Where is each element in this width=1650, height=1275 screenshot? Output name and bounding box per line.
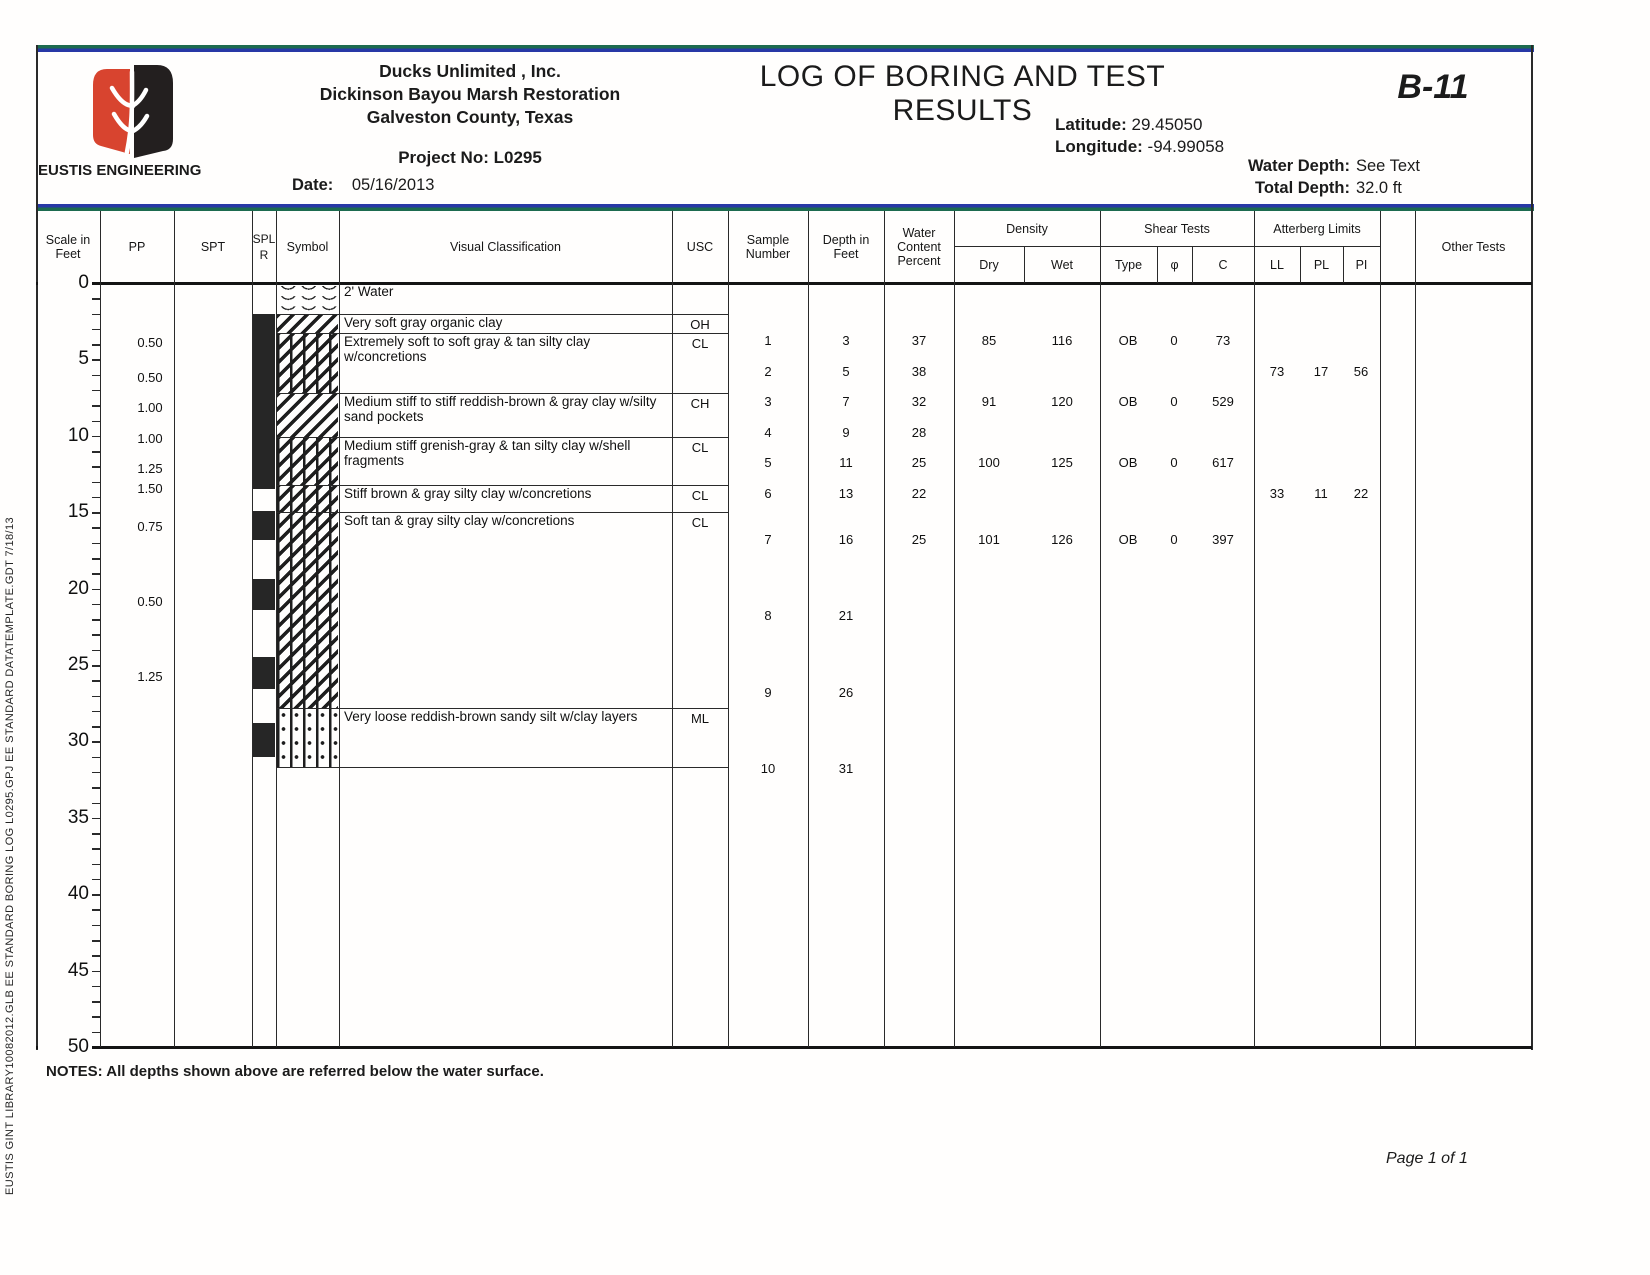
scale-minor-tick — [92, 298, 100, 300]
col-header-water-content: Water Content Percent — [897, 226, 941, 268]
col-header-splr: SPLR — [252, 232, 276, 262]
longitude-label: Longitude: — [1055, 137, 1143, 156]
project-location: Galveston County, Texas — [366, 107, 574, 127]
sample-water-content-cell: 28 — [911, 424, 927, 440]
scale-minor-tick — [92, 833, 100, 835]
usc-label: CL — [691, 515, 709, 531]
recovery-bar-segment — [253, 314, 275, 490]
sample-dry-cell: 101 — [978, 531, 1000, 547]
scale-label: 40 — [38, 883, 92, 905]
sample-depth-cell: 9 — [842, 424, 850, 440]
sample-phi-cell: 0 — [1170, 455, 1178, 471]
scale-minor-tick — [92, 680, 100, 682]
water-depth-label: Water Depth: — [1247, 157, 1350, 175]
scale-minor-tick — [92, 772, 100, 774]
header-subcolumn-line — [1157, 246, 1158, 283]
col-header-pi: PI — [1355, 257, 1368, 272]
header-bottom-border — [36, 204, 1534, 211]
scale-minor-tick — [92, 604, 100, 606]
scale-minor-tick — [92, 344, 100, 346]
water-depth-value: See Text — [1356, 157, 1420, 175]
header-subcolumn-line — [1024, 246, 1025, 283]
col-header-scale: Scale in Feet — [45, 233, 91, 261]
sample-c-cell: 617 — [1212, 455, 1234, 471]
soil-symbol-band — [277, 314, 338, 334]
recovery-bar-segment — [253, 579, 275, 610]
sample-shear-type-cell: OB — [1118, 394, 1138, 410]
scale-label: 5 — [38, 348, 92, 370]
sample-dry-cell: 85 — [981, 333, 997, 349]
total-depth-value: 32.0 ft — [1356, 179, 1402, 197]
scale-minor-tick — [92, 390, 100, 392]
scale-minor-tick — [92, 558, 100, 560]
column-grid-line — [100, 211, 101, 1047]
scale-label: 10 — [38, 425, 92, 447]
date-label: Date: — [292, 176, 334, 194]
usc-label: CH — [690, 396, 710, 412]
scale-minor-tick — [92, 451, 100, 453]
col-header-density: Density — [1006, 221, 1048, 236]
sample-shear-type-cell: OB — [1118, 531, 1138, 547]
scale-minor-tick — [92, 726, 100, 728]
layer-description: Soft tan & gray silty clay w/concretions — [344, 513, 575, 529]
scale-minor-tick — [92, 1016, 100, 1018]
col-header-spt: SPT — [200, 240, 226, 254]
pp-value: 1.25 — [137, 669, 163, 685]
sample-water-content-cell: 32 — [911, 394, 927, 410]
usc-label: OH — [690, 316, 710, 332]
col-header-visual-classification: Visual Classification — [450, 240, 561, 254]
project-number-row — [250, 148, 690, 168]
soil-symbol-band — [277, 437, 338, 484]
scale-label: 50 — [38, 1036, 92, 1058]
pp-value: 0.50 — [137, 334, 163, 350]
column-grid-line — [884, 211, 885, 1047]
scale-minor-tick — [92, 1001, 100, 1003]
boring-id: B-11 — [1397, 68, 1469, 106]
sample-depth-cell: 31 — [838, 760, 854, 776]
sample-pl-cell: 11 — [1314, 485, 1328, 501]
soil-symbol-band — [277, 485, 338, 513]
col-header-depth: Depth in Feet — [822, 233, 870, 261]
column-grid-line — [1380, 211, 1381, 1047]
scale-label: 20 — [38, 578, 92, 600]
sample-number-cell: 1 — [764, 333, 772, 349]
log-top-line — [36, 282, 1532, 285]
pp-value: 0.50 — [137, 369, 163, 385]
sample-depth-cell: 11 — [839, 455, 853, 471]
total-depth-label: Total Depth: — [1254, 179, 1350, 197]
pp-value: 1.00 — [137, 430, 163, 446]
sample-water-content-cell: 22 — [911, 485, 927, 501]
date-row — [292, 176, 434, 195]
sample-number-cell: 7 — [764, 531, 772, 547]
sample-c-cell: 73 — [1215, 333, 1231, 349]
pp-value: 1.25 — [137, 461, 163, 477]
water-depth-row — [1100, 157, 1350, 176]
scale-minor-tick — [92, 375, 100, 377]
table-right-border — [1531, 45, 1533, 1050]
sample-phi-cell: 0 — [1170, 531, 1178, 547]
col-header-ll: LL — [1270, 257, 1284, 272]
col-header-shear-type: Type — [1114, 257, 1143, 272]
scale-minor-tick — [92, 1032, 100, 1034]
sample-phi-cell: 0 — [1170, 394, 1178, 410]
scale-label: 45 — [38, 960, 92, 982]
scale-minor-tick — [92, 787, 100, 789]
scale-minor-tick — [92, 573, 100, 575]
col-header-usc: USC — [686, 240, 714, 254]
header-subcolumn-line — [1300, 246, 1301, 283]
scale-minor-tick — [92, 848, 100, 850]
pp-value: 0.50 — [137, 594, 163, 610]
longitude-row — [1055, 137, 1224, 157]
sample-number-cell: 3 — [764, 394, 772, 410]
project-no-label: Project No: — [398, 148, 489, 167]
scale-label: 30 — [38, 730, 92, 752]
usc-label: CL — [691, 336, 709, 352]
sample-shear-type-cell: OB — [1118, 455, 1138, 471]
soil-symbol-band — [277, 512, 338, 708]
scale-minor-tick — [92, 986, 100, 988]
col-header-phi: φ — [1170, 257, 1179, 272]
sample-depth-cell: 5 — [842, 363, 850, 379]
sample-depth-cell: 26 — [838, 684, 854, 700]
scale-minor-tick — [92, 650, 100, 652]
sample-number-cell: 8 — [764, 608, 772, 624]
project-no-value: L0295 — [493, 148, 542, 167]
scale-label: 35 — [38, 807, 92, 829]
latitude-label: Latitude: — [1055, 115, 1127, 134]
col-header-symbol: Symbol — [286, 240, 329, 254]
col-header-atterberg-limits: Atterberg Limits — [1273, 221, 1361, 236]
scale-minor-tick — [92, 421, 100, 423]
scale-minor-tick — [92, 527, 100, 529]
sample-water-content-cell: 38 — [911, 363, 927, 379]
recovery-bar-segment — [253, 511, 275, 540]
logo-black-shape — [134, 65, 173, 158]
sample-wet-cell: 116 — [1051, 333, 1073, 349]
layer-description: Medium stiff grenish-gray & tan silty clay w/shell fragments — [344, 438, 631, 468]
usc-label: CL — [691, 487, 709, 503]
scale-minor-tick — [92, 909, 100, 911]
sample-c-cell: 529 — [1212, 394, 1234, 410]
latitude-value: 29.45050 — [1131, 115, 1203, 134]
pp-value: 1.00 — [137, 400, 163, 416]
col-header-pp: PP — [128, 240, 146, 254]
sample-number-cell: 5 — [764, 455, 772, 471]
scale-minor-tick — [92, 803, 100, 805]
notes-text: NOTES: All depths shown above are referred below the water surface. — [46, 1063, 544, 1080]
col-header-other-tests: Other Tests — [1441, 240, 1506, 254]
total-depth-row — [1100, 179, 1350, 198]
column-grid-line — [808, 211, 809, 1047]
latitude-row — [1055, 115, 1202, 135]
column-grid-line — [1415, 211, 1416, 1047]
usc-label: ML — [690, 710, 710, 726]
scale-minor-tick — [92, 940, 100, 942]
sample-number-cell: 9 — [764, 684, 772, 700]
soil-symbol-band — [277, 708, 338, 768]
pp-value: 0.75 — [137, 519, 163, 535]
scale-minor-tick — [92, 757, 100, 759]
sample-phi-cell: 0 — [1170, 333, 1178, 349]
recovery-bar-segment — [253, 657, 275, 689]
sample-shear-type-cell: OB — [1118, 333, 1138, 349]
sample-water-content-cell: 25 — [911, 455, 927, 471]
log-bottom-line — [36, 1046, 1532, 1049]
header-top-border — [36, 45, 1534, 52]
soil-symbol-band — [277, 283, 338, 314]
longitude-value: -94.99058 — [1147, 137, 1225, 156]
scale-minor-tick — [92, 955, 100, 957]
soil-symbol-band — [277, 393, 338, 437]
header-group-divider — [954, 246, 1380, 247]
sample-water-content-cell: 37 — [911, 333, 927, 349]
soil-symbol-band — [277, 333, 338, 393]
scale-label: 25 — [38, 654, 92, 676]
sample-number-cell: 6 — [764, 485, 772, 501]
logo-red-shape — [93, 69, 130, 154]
sample-number-cell: 2 — [764, 363, 772, 379]
sample-ll-cell: 73 — [1269, 363, 1285, 379]
scale-label: 15 — [38, 501, 92, 523]
sample-number-cell: 10 — [760, 760, 776, 776]
sample-number-cell: 4 — [764, 424, 772, 440]
scale-minor-tick — [92, 329, 100, 331]
col-header-wet: Wet — [1051, 257, 1073, 272]
column-grid-line — [728, 211, 729, 1047]
client-name: Ducks Unlimited , Inc. — [379, 61, 561, 81]
end-of-boring-line — [277, 767, 728, 768]
sample-water-content-cell: 25 — [911, 531, 927, 547]
layer-description: Stiff brown & gray silty clay w/concretions — [344, 485, 592, 501]
usc-label: CL — [691, 440, 709, 456]
sample-depth-cell: 3 — [842, 333, 850, 349]
scale-minor-tick — [92, 405, 100, 407]
company-logo — [82, 58, 182, 167]
scale-minor-tick — [92, 314, 100, 316]
sample-wet-cell: 125 — [1051, 455, 1073, 471]
header-subcolumn-line — [1343, 246, 1344, 283]
project-name: Dickinson Bayou Marsh Restoration — [319, 84, 621, 104]
scale-minor-tick — [92, 925, 100, 927]
scale-label: 0 — [38, 272, 92, 294]
sample-pi-cell: 56 — [1353, 363, 1369, 379]
scale-minor-tick — [92, 543, 100, 545]
company-name: EUSTIS ENGINEERING — [38, 162, 202, 179]
scale-minor-tick — [92, 482, 100, 484]
scale-minor-tick — [92, 634, 100, 636]
layer-description: Medium stiff to stiff reddish-brown & gray clay w/silty sand pockets — [344, 394, 657, 424]
date-value: 05/16/2013 — [351, 176, 435, 194]
scale-minor-tick — [92, 619, 100, 621]
sample-c-cell: 397 — [1212, 531, 1234, 547]
sample-depth-cell: 7 — [842, 394, 850, 410]
scale-minor-tick — [92, 497, 100, 499]
layer-description: Very loose reddish-brown sandy silt w/clay layers — [344, 708, 638, 724]
sample-pl-cell: 17 — [1313, 363, 1329, 379]
scale-minor-tick — [92, 696, 100, 698]
sample-dry-cell: 91 — [981, 394, 997, 410]
sample-pi-cell: 22 — [1353, 485, 1369, 501]
page-number: Page 1 of 1 — [1386, 1150, 1468, 1167]
sample-dry-cell: 100 — [978, 455, 1000, 471]
sample-depth-cell: 13 — [838, 485, 854, 501]
sample-wet-cell: 126 — [1051, 531, 1073, 547]
pp-value: 1.50 — [137, 481, 163, 497]
col-header-sample-number: Sample Number — [745, 233, 791, 261]
col-header-pl: PL — [1313, 257, 1330, 272]
recovery-bar-segment — [253, 723, 275, 757]
header-subcolumn-line — [1192, 246, 1193, 283]
column-grid-line — [1254, 211, 1255, 1047]
page-title: LOG OF BORING AND TEST RESULTS — [759, 60, 1166, 127]
file-reference-sidebar: EUSTIS GINT LIBRARY10082012.GLB EE STANDARD BORING LOG L0295.GPJ EE STANDARD DATATEMPLATE.GDT 7/18/13 — [4, 516, 16, 1195]
sample-wet-cell: 120 — [1051, 394, 1073, 410]
layer-description: Very soft gray organic clay — [344, 314, 503, 330]
col-header-dry: Dry — [979, 257, 999, 272]
layer-description: 2' Water — [344, 284, 394, 299]
column-grid-line — [954, 211, 955, 1047]
scale-minor-tick — [92, 864, 100, 866]
column-grid-line — [339, 211, 340, 1047]
col-header-cohesion: C — [1218, 257, 1228, 272]
sample-depth-cell: 21 — [838, 608, 854, 624]
sample-depth-cell: 16 — [838, 531, 854, 547]
scale-minor-tick — [92, 466, 100, 468]
scale-minor-tick — [92, 879, 100, 881]
layer-description: Extremely soft to soft gray & tan silty clay w/concretions — [344, 334, 591, 364]
sample-ll-cell: 33 — [1269, 485, 1285, 501]
col-header-shear-tests: Shear Tests — [1144, 221, 1210, 236]
scale-minor-tick — [92, 711, 100, 713]
